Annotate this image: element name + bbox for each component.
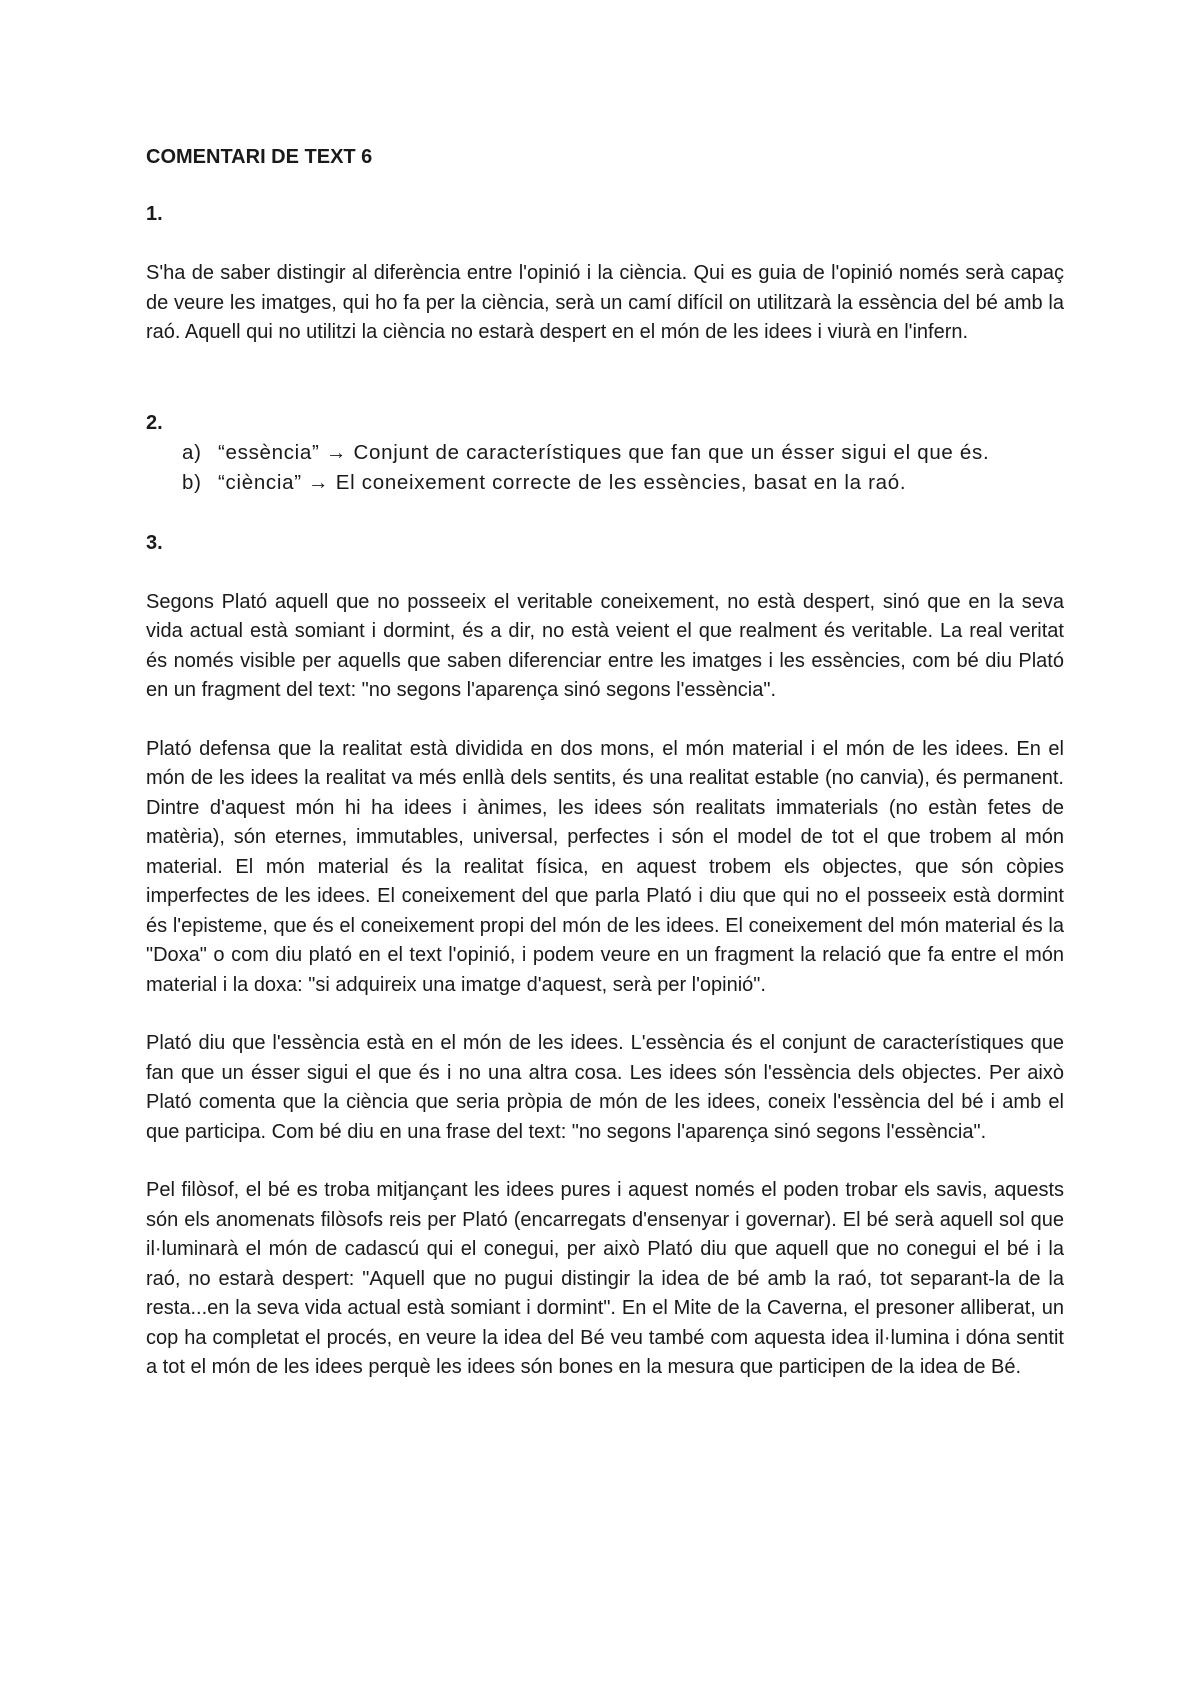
section-3-paragraph-4: Pel filòsof, el bé es troba mitjançant les idees pures i aquest només el poden trobar els savis, aquests són els anomenats filòsofs reis per Plató (encarregats d'ensenyar i governar). El bé serà aquell sol que il·luminarà el món de cadascú qui el conegui, per això Plató diu que aquell que no conegui el bé i la raó, no estarà despert: "Aquell que no pugui distingir la idea de bé amb la raó, tot separant-la de la resta...en la seva vida actual està somiant i dormint". En el Mite de la Caverna, el presoner alliberat, un cop ha completat el procés, en veure la idea del Bé veu també com aquesta idea il·lumina i dóna sentit a tot el món de les idees perquè les idees són bones en la mesura que participen de la idea de Bé. [146, 1179, 1064, 1378]
section-3 [146, 528, 1064, 1383]
definition-text: “essència” → Conjunt de característiques que fan que un ésser sigui el que és. [218, 440, 990, 464]
document-body [146, 142, 1064, 1383]
list-marker: b) [182, 470, 202, 494]
section-3-paragraph-1: Segons Plató aquell que no posseeix el veritable coneixement, no està despert, sinó que en la seva vida actual està somiant i dormint, és a dir, no està veient el que realment és veritable. La real veritat és només visible per aquells que saben diferenciar entre les imatges i les essències, com bé diu Plató en un fragment del text: "no segons l'aparença sinó segons l'essència". [146, 590, 1064, 701]
section-3-paragraph-2: Plató defensa que la realitat està dividida en dos mons, el món material i el món de les idees. En el món de les idees la realitat va més enllà dels sentits, és una realitat estable (no canvia), és permanent. Dintre d'aquest món hi ha idees i ànimes, les idees són realitats immaterials (no estàn fetes de matèria), són eternes, immutables, universal, perfectes i són el model de tot el que trobem al món material. El món material és la realitat física, en aquest trobem els objectes, que són còpies imperfectes de les idees. El coneixement del que parla Plató i diu que qui no el posseeix està dormint és l'episteme, que és el coneixement propi del món de les idees. El coneixement del món material és la "Doxa" o com diu plató en el text l'opinió, i podem veure en un fragment la relació que fa entre el món material i la doxa: "si adquireix una imatge d'aquest, serà per l'opinió". [146, 737, 1064, 996]
section-2 [146, 408, 1064, 498]
section-number: 1. [146, 203, 163, 225]
definition-item-ciencia [146, 468, 1064, 498]
definition-list [146, 438, 1064, 498]
definition-text: “ciència” → El coneixement correcte de les essències, basat en la raó. [218, 470, 907, 494]
section-number: 3. [146, 531, 163, 554]
section-1 [146, 199, 1064, 348]
section-3-paragraph-3: Plató diu que l'essència està en el món de les idees. L'essència és el conjunt de característiques que fan que un ésser sigui el que és i no una altra cosa. Les idees són l'essència dels objectes. Per això Plató comenta que la ciència que seria pròpia de món de les idees, coneix l'essència del bé i amb el que participa. Com bé diu en una frase del text: "no segons l'aparença sinó segons l'essència". [146, 1032, 1064, 1143]
definition-item-essencia [146, 438, 1064, 468]
section-number: 2. [146, 411, 163, 434]
section-1-paragraph: S'ha de saber distingir al diferència entre l'opinió i la ciència. Qui es guia de l'opinió només serà capaç de veure les imatges, qui ho fa per la ciència, serà un camí difícil on utilitzarà la essència del bé amb la raó. Aquell qui no utilitzi la ciència no estarà despert en el món de les idees i viurà en l'infern. [146, 262, 1064, 343]
list-marker: a) [182, 440, 202, 464]
document-title: COMENTARI DE TEXT 6 [146, 146, 373, 168]
